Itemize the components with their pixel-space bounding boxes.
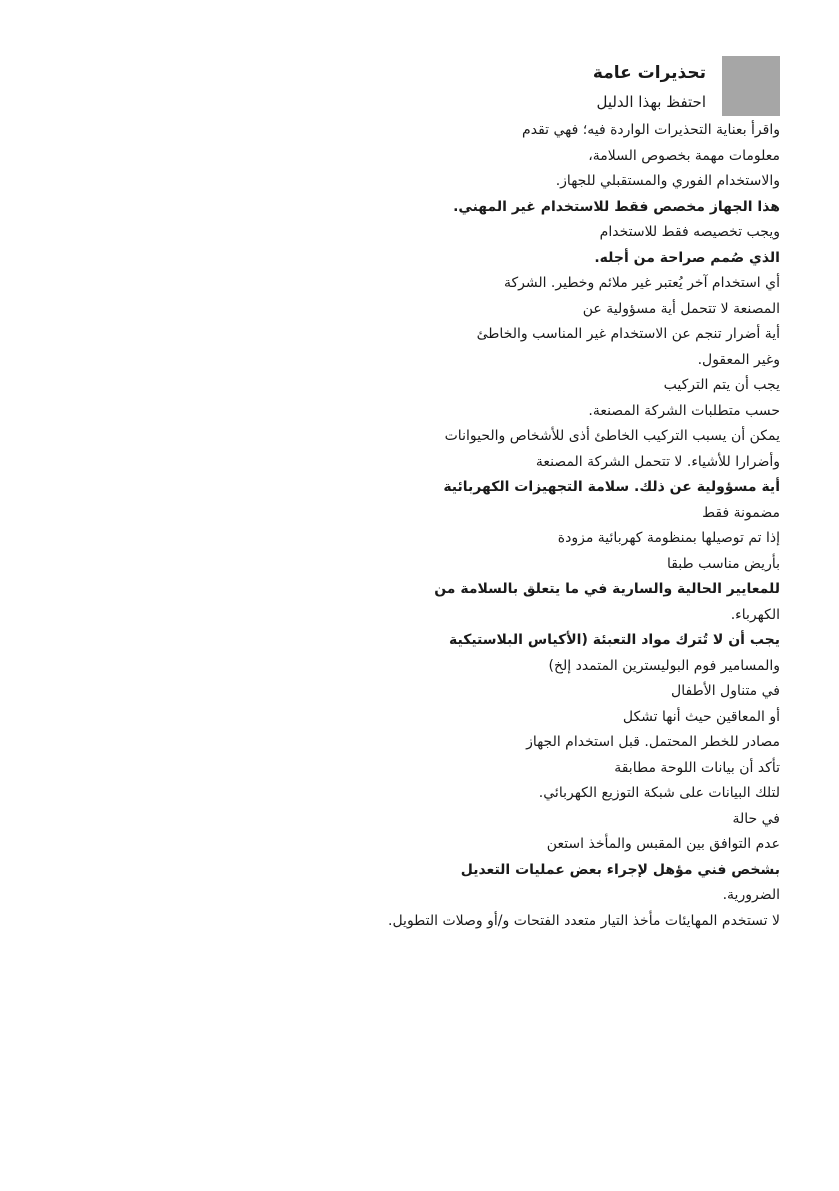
text-line: الضرورية. (722, 887, 780, 903)
text-line: الذي صُمم صراحة من أجله. (594, 249, 780, 266)
text-line: هذا الجهاز مخصص فقط للاستخدام غير المهني. (453, 198, 780, 215)
text-line: أو المعاقين حيث أنها تشكل (622, 708, 780, 725)
warning-text-body (280, 118, 780, 934)
text-line: عدم التوافق بين المقبس والمأخذ استعن (546, 836, 780, 852)
text-line: تأكد أن بيانات اللوحة مطابقة (614, 759, 780, 776)
text-line: مضمونة فقط (702, 504, 780, 521)
text-line: في حالة (732, 810, 780, 827)
text-line: أي استخدام آخر يُعتبر غير ملائم وخطير. الشركة (503, 275, 780, 291)
text-line: الكهرباء. (730, 606, 780, 623)
text-line: إذا تم توصيلها بمنظومة كهربائية مزودة (557, 530, 780, 546)
text-line: للمعايير الحالية والسارية في ما يتعلق بالسلامة من (434, 581, 780, 597)
text-line: حسب متطلبات الشركة المصنعة. (588, 402, 780, 419)
text-line: يمكن أن يسبب التركيب الخاطئ أذى للأشخاص والحيوانات (444, 428, 780, 444)
text-line: وغير المعقول. (697, 351, 780, 368)
text-line: ويجب تخصيصه فقط للاستخدام (599, 224, 780, 240)
text-line: والمسامير فوم البوليسترين المتمدد إلخ) (548, 657, 780, 674)
text-line: والاستخدام الفوري والمستقبلي للجهاز. (555, 173, 780, 189)
section-marker-box (722, 56, 780, 116)
text-line: واقرأ بعناية التحذيرات الواردة فيه؛ فهي تقدم (522, 122, 780, 138)
page-subtitle: احتفظ بهذا الدليل (596, 93, 706, 111)
text-line: مصادر للخطر المحتمل. قبل استخدام الجهاز (526, 734, 780, 750)
text-line: أية مسؤولية عن ذلك. سلامة التجهيزات الكهربائية (443, 479, 780, 495)
text-line: وأضرارا للأشياء. لا تتحمل الشركة المصنعة (535, 453, 780, 470)
text-line: يجب أن يتم التركيب (663, 377, 780, 393)
text-line: بشخص فني مؤهل لإجراء بعض عمليات التعديل (460, 861, 780, 878)
text-line: يجب أن لا تُترك مواد التعبئة (الأكياس البلاستيكية (449, 632, 780, 648)
text-line: أية أضرار تنجم عن الاستخدام غير المناسب والخاطئ (476, 326, 780, 342)
text-line: معلومات مهمة بخصوص السلامة، (588, 147, 780, 164)
text-line: بأريض مناسب طبقا (666, 555, 780, 572)
page-title: تحذيرات عامة (592, 63, 706, 83)
text-line: لتلك البيانات على شبكة التوزيع الكهربائي. (538, 785, 780, 801)
text-line: لا تستخدم المهايئات مأخذ التيار متعدد الفتحات و/أو وصلات التطويل. (388, 912, 780, 929)
text-line: في متناول الأطفال (671, 683, 780, 699)
text-line: المصنعة لا تتحمل أية مسؤولية عن (582, 300, 780, 317)
